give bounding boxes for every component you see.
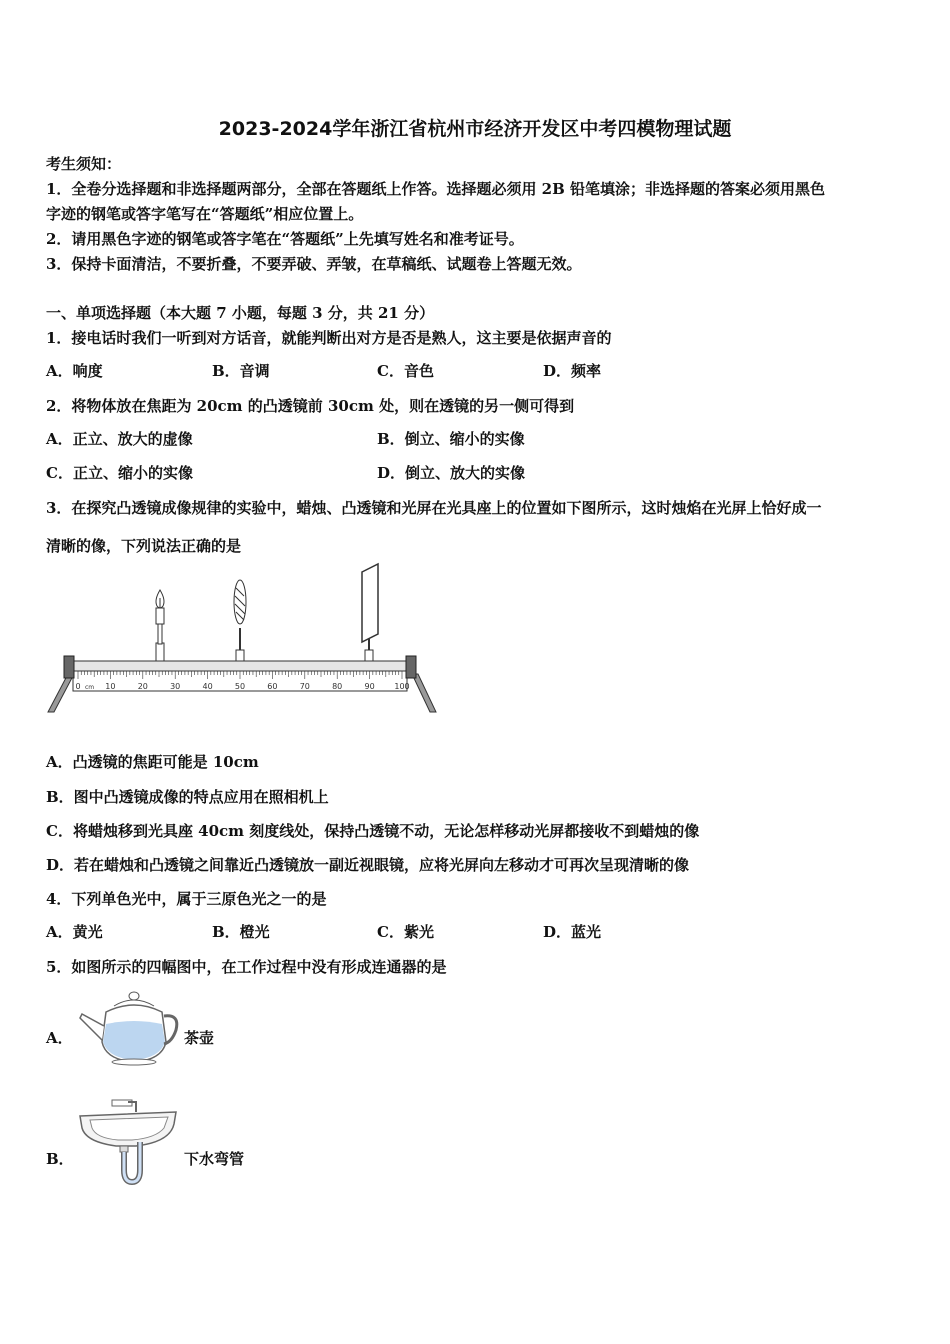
left-leg [48,674,74,712]
q1-option-c: C．音色 [377,362,434,380]
q3-option-d: D．若在蜡烛和凸透镜之间靠近凸透镜放一副近视眼镜，应将光屏向左移动才可再次呈现清晰的像 [46,856,690,874]
rail-top [68,661,412,671]
scale-tick-label: 30 [170,682,181,691]
q2-option-b: B．倒立、缩小的实像 [377,430,525,448]
q3-stem-line-1: 3．在探究凸透镜成像规律的实验中，蜡烛、凸透镜和光屏在光具座上的位置如下图所示，这时烛焰在光屏上恰好成一 [46,499,822,517]
scale-tick-label: 50 [234,682,246,691]
q1-option-b: B．音调 [212,362,270,380]
scale-tick-label: 60 [267,682,278,691]
q3-stem-line-2: 清晰的像，下列说法正确的是 [46,537,242,555]
section-heading: 一、单项选择题（本大题 7 小题，每题 3 分，共 21 分） [46,304,435,322]
q2-option-a: A．正立、放大的虚像 [46,430,193,448]
q1-stem: 1．接电话时我们一听到对方话音，就能判断出对方是否是熟人，这主要是依据声音的 [46,329,612,347]
scale-tick-label: 40 [202,682,213,691]
q2-stem: 2．将物体放在焦距为 20cm 的凸透镜前 30cm 处，则在透镜的另一侧可得到 [46,397,575,415]
q5-stem: 5．如图所示的四幅图中，在工作过程中没有形成连通器的是 [46,958,447,976]
q4-option-a: A．黄光 [46,923,103,941]
q4-option-c: C．紫光 [377,923,434,941]
notice-line-1a: 1．全卷分选择题和非选择题两部分，全部在答题纸上作答。选择题必须用 2B 铅笔填涂；非选择题的答案必须用黑色 [46,180,826,198]
scale-tick-label: 90 [364,682,375,691]
q3-option-c: C．将蜡烛移到光具座 40cm 刻度线处，保持凸透镜不动，无论怎样移动光屏都接收不到蜡烛的像 [46,822,700,840]
scale-tick-label: 100 [394,682,410,691]
notice-line-2: 2．请用黑色字迹的钢笔或答字笔在“答题纸”上先填写姓名和准考证号。 [46,230,524,248]
scale-tick-label: 80 [332,682,343,691]
q5-option-a-label: A． [46,1029,73,1047]
q2-option-c: C．正立、缩小的实像 [46,464,193,482]
scale-unit: cm [85,684,95,691]
scale-tick-label: 0 [75,682,81,691]
light-screen-icon [362,564,378,661]
q4-option-d: D．蓝光 [543,923,602,941]
sink-drain-trap-icon [76,1098,182,1190]
scale-tick-label: 10 [105,682,116,691]
q5-option-a-text: 茶壶 [184,1029,215,1047]
q2-option-d: D．倒立、放大的实像 [377,464,526,482]
q3-option-b: B．图中凸透镜成像的特点应用在照相机上 [46,788,329,806]
notice-line-1b: 字迹的钢笔或答字笔写在“答题纸”相应位置上。 [46,205,364,223]
scale-tick-label: 20 [137,682,148,691]
q4-option-b: B．橙光 [212,923,270,941]
notice-heading: 考生须知： [46,155,122,173]
q5-option-b-label: B． [46,1150,74,1168]
left-end-cap [64,656,74,678]
candle-icon [156,590,164,661]
convex-lens-icon [234,580,246,661]
q4-stem: 4．下列单色光中，属于三原色光之一的是 [46,890,327,908]
right-leg [412,674,436,712]
q1-option-d: D．频率 [543,362,602,380]
q1-option-a: A．响度 [46,362,103,380]
notice-line-3: 3．保持卡面清洁，不要折叠，不要弄破、弄皱，在草稿纸、试题卷上答题无效。 [46,255,582,273]
optical-bench-figure [40,560,450,720]
q5-option-b-text: 下水弯管 [184,1150,245,1168]
q3-option-a: A．凸透镜的焦距可能是 10cm [46,753,259,771]
teapot-icon [76,990,182,1066]
scale-tick-label: 70 [299,682,310,691]
page-title: 2023-2024学年浙江省杭州市经济开发区中考四模物理试题 [218,118,732,140]
right-end-cap [406,656,416,678]
